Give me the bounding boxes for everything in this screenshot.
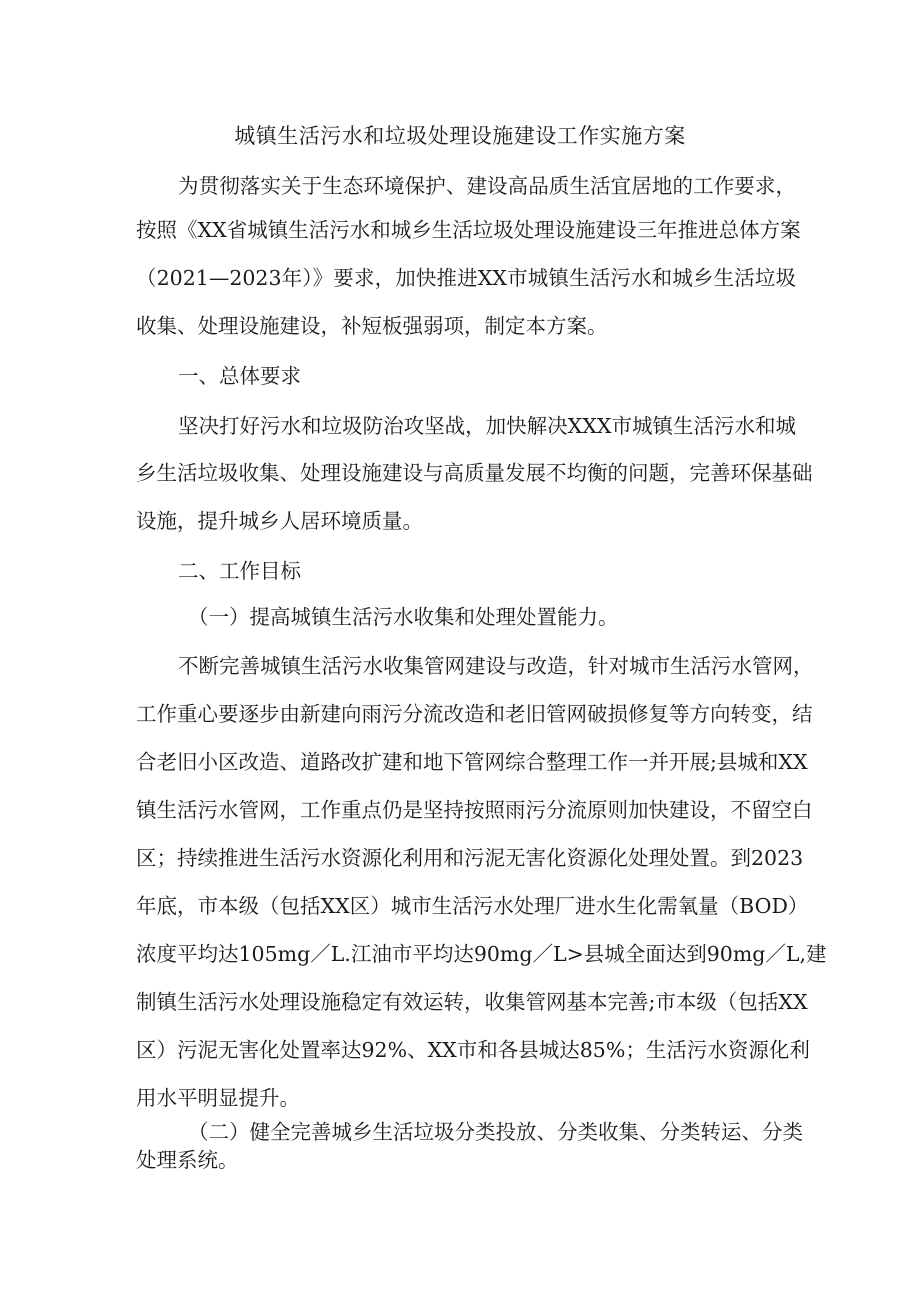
paragraph-line: 按照《XX省城镇生活污水和城乡生活垃圾处理设施建设三年推进总体方案 — [136, 218, 801, 242]
subsection-heading-continued: 处理系统。 — [136, 1148, 239, 1172]
paragraph-line: 乡生活垃圾收集、处理设施建设与高质量发展不均衡的问题，完善环保基础 — [136, 461, 813, 485]
paragraph-line: 区；持续推进生活污水资源化利用和污泥无害化资源化处理处置。到2023 — [136, 846, 804, 870]
paragraph-line: 浓度平均达105mg／L.江油市平均达90mg／L>县城全面达到90mg／L,建 — [136, 942, 827, 966]
paragraph-line: 制镇生活污水处理设施稳定有效运转，收集管网基本完善;市本级（包括XX — [136, 990, 808, 1014]
section-heading: 二、工作目标 — [178, 559, 301, 583]
document-title: 城镇生活污水和垃圾处理设施建设工作实施方案 — [234, 124, 686, 148]
paragraph-line: 设施，提升城乡人居环境质量。 — [136, 509, 423, 533]
paragraph-line: 为贯彻落实关于生态环境保护、建设高品质生活宜居地的工作要求， — [178, 174, 796, 198]
paragraph-line: 不断完善城镇生活污水收集管网建设与改造，针对城市生活污水管网， — [178, 654, 814, 678]
paragraph-line: 年底，市本级（包括XX区）城市生活污水处理厂进水生化需氧量（BOD） — [136, 894, 809, 918]
paragraph-line: 收集、处理设施建设，补短板强弱项，制定本方案。 — [136, 314, 608, 338]
paragraph-line: 用水平明显提升。 — [136, 1086, 300, 1110]
paragraph-line: 区）污泥无害化处置率达92%、XX市和各县城达85%；生活污水资源化利 — [136, 1038, 810, 1062]
paragraph-line: 坚决打好污水和垃圾防治攻坚战，加快解决XXX市城镇生活污水和城 — [178, 414, 796, 438]
paragraph-line: 工作重心要逐步由新建向雨污分流改造和老旧管网破损修复等方向转变，结 — [136, 702, 813, 726]
paragraph-line: 镇生活污水管网，工作重点仍是坚持按照雨污分流原则加快建设，不留空白 — [136, 798, 813, 822]
subsection-heading: （二）健全完善城乡生活垃圾分类投放、分类收集、分类转运、分类 — [188, 1120, 803, 1144]
paragraph-line: 合老旧小区改造、道路改扩建和地下管网综合整理工作一并开展;县城和XX — [136, 750, 808, 774]
section-heading: 一、总体要求 — [178, 364, 301, 388]
subsection-heading: （一）提高城镇生活污水收集和处理处置能力。 — [188, 605, 619, 629]
paragraph-line: （2021—2023年）》要求，加快推进XX市城镇生活污水和城乡生活垃圾 — [136, 266, 796, 290]
